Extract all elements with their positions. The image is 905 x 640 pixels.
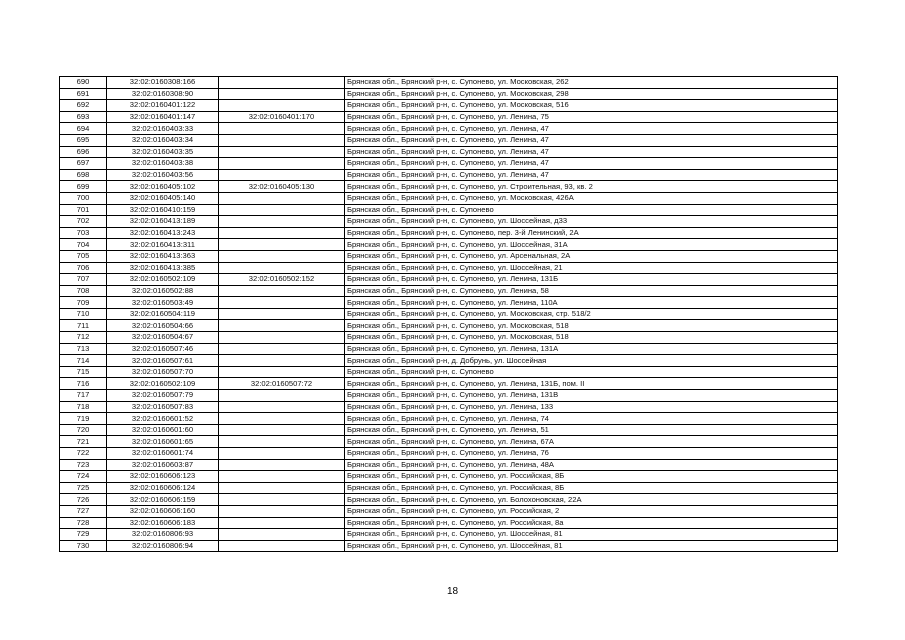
row-number-cell: 715 [60,366,107,378]
table-row [60,378,838,390]
table-row [60,332,838,344]
table-row [60,424,838,436]
cadastral-number-cell: 32:02:0160413:363 [107,250,219,262]
table-row [60,366,838,378]
address-cell: Брянская обл., Брянский р-н, с. Супонево, ул. Московская, 262 [345,77,838,89]
address-cell: Брянская обл., Брянский р-н, с. Супонево, ул. Ленина, 110А [345,297,838,309]
cadastral-number-cell: 32:02:0160806:93 [107,529,219,541]
cadastral-number-cell: 32:02:0160606:160 [107,505,219,517]
cadastral-number-cell: 32:02:0160606:123 [107,471,219,483]
related-cadastral-number-cell [219,401,345,413]
row-number-cell: 707 [60,274,107,286]
table-row [60,169,838,181]
cadastral-number-cell: 32:02:0160502:109 [107,378,219,390]
row-number-cell: 730 [60,540,107,552]
row-number-cell: 706 [60,262,107,274]
related-cadastral-number-cell [219,540,345,552]
row-number-cell: 719 [60,413,107,425]
table-row [60,274,838,286]
row-number-cell: 710 [60,308,107,320]
address-cell: Брянская обл., Брянский р-н, с. Супонево, ул. Российская, 8Б [345,482,838,494]
address-cell: Брянская обл., Брянский р-н, с. Супонево, ул. Ленина, 47 [345,146,838,158]
address-cell: Брянская обл., Брянский р-н, с. Супонево, ул. Шоссейная, 31А [345,239,838,251]
cadastral-table [59,76,838,552]
table-row [60,413,838,425]
cadastral-number-cell: 32:02:0160413:243 [107,227,219,239]
address-cell: Брянская обл., Брянский р-н, с. Супонево, ул. Московская, 518 [345,320,838,332]
cadastral-number-cell: 32:02:0160806:94 [107,540,219,552]
related-cadastral-number-cell [219,192,345,204]
cadastral-number-cell: 32:02:0160507:46 [107,343,219,355]
related-cadastral-number-cell [219,482,345,494]
address-cell: Брянская обл., Брянский р-н, с. Супонево [345,366,838,378]
cadastral-number-cell: 32:02:0160507:79 [107,390,219,402]
address-cell: Брянская обл., Брянский р-н, с. Супонево, ул. Ленина, 67А [345,436,838,448]
table-row [60,250,838,262]
table-row [60,100,838,112]
row-number-cell: 720 [60,424,107,436]
row-number-cell: 700 [60,192,107,204]
related-cadastral-number-cell [219,169,345,181]
table-row [60,158,838,170]
row-number-cell: 699 [60,181,107,193]
cadastral-number-cell: 32:02:0160308:90 [107,88,219,100]
table-row [60,88,838,100]
related-cadastral-number-cell [219,517,345,529]
related-cadastral-number-cell [219,320,345,332]
address-cell: Брянская обл., Брянский р-н, с. Супонево, ул. Московская, 518 [345,332,838,344]
address-cell: Брянская обл., Брянский р-н, с. Супонево, ул. Ленина, 48А [345,459,838,471]
related-cadastral-number-cell [219,494,345,506]
cadastral-number-cell: 32:02:0160405:140 [107,192,219,204]
row-number-cell: 726 [60,494,107,506]
address-cell: Брянская обл., Брянский р-н, с. Супонево, ул. Ленина, 131Б, пом. II [345,378,838,390]
address-cell: Брянская обл., Брянский р-н, с. Супонево, ул. Российская, 8а [345,517,838,529]
related-cadastral-number-cell: 32:02:0160502:152 [219,274,345,286]
table-row [60,216,838,228]
table-row [60,308,838,320]
address-cell: Брянская обл., Брянский р-н, с. Супонево, ул. Московская, 298 [345,88,838,100]
row-number-cell: 714 [60,355,107,367]
address-cell: Брянская обл., Брянский р-н, с. Супонево, ул. Шоссейная, 81 [345,540,838,552]
related-cadastral-number-cell [219,390,345,402]
address-cell: Брянская обл., Брянский р-н, с. Супонево, ул. Московская, 516 [345,100,838,112]
table-row [60,505,838,517]
cadastral-number-cell: 32:02:0160504:119 [107,308,219,320]
table-row [60,77,838,89]
related-cadastral-number-cell [219,204,345,216]
row-number-cell: 721 [60,436,107,448]
row-number-cell: 705 [60,250,107,262]
table-row [60,459,838,471]
address-cell: Брянская обл., Брянский р-н, с. Супонево, ул. Российская, 8Б [345,471,838,483]
cadastral-number-cell: 32:02:0160502:109 [107,274,219,286]
cadastral-number-cell: 32:02:0160401:122 [107,100,219,112]
related-cadastral-number-cell [219,239,345,251]
related-cadastral-number-cell [219,285,345,297]
related-cadastral-number-cell [219,216,345,228]
table-row [60,297,838,309]
cadastral-number-cell: 32:02:0160601:52 [107,413,219,425]
related-cadastral-number-cell [219,100,345,112]
related-cadastral-number-cell [219,146,345,158]
address-cell: Брянская обл., Брянский р-н, с. Супонево, ул. Московская, 426А [345,192,838,204]
row-number-cell: 712 [60,332,107,344]
table-row [60,146,838,158]
row-number-cell: 725 [60,482,107,494]
cadastral-number-cell: 32:02:0160502:88 [107,285,219,297]
cadastral-number-cell: 32:02:0160413:189 [107,216,219,228]
related-cadastral-number-cell [219,343,345,355]
related-cadastral-number-cell [219,448,345,460]
related-cadastral-number-cell: 32:02:0160405:130 [219,181,345,193]
table-row [60,192,838,204]
row-number-cell: 711 [60,320,107,332]
related-cadastral-number-cell [219,366,345,378]
address-cell: Брянская обл., Брянский р-н, с. Супонево, ул. Ленина, 47 [345,123,838,135]
row-number-cell: 722 [60,448,107,460]
row-number-cell: 727 [60,505,107,517]
cadastral-number-cell: 32:02:0160403:38 [107,158,219,170]
address-cell: Брянская обл., Брянский р-н, с. Супонево, ул. Строительная, 93, кв. 2 [345,181,838,193]
related-cadastral-number-cell [219,250,345,262]
related-cadastral-number-cell: 32:02:0160507:72 [219,378,345,390]
cadastral-number-cell: 32:02:0160507:61 [107,355,219,367]
table-row [60,123,838,135]
table-row [60,448,838,460]
related-cadastral-number-cell: 32:02:0160401:170 [219,111,345,123]
table-row [60,390,838,402]
row-number-cell: 704 [60,239,107,251]
table-row [60,401,838,413]
address-cell: Брянская обл., Брянский р-н, с. Супонево, ул. Ленина, 74 [345,413,838,425]
row-number-cell: 709 [60,297,107,309]
related-cadastral-number-cell [219,308,345,320]
table-row [60,494,838,506]
row-number-cell: 697 [60,158,107,170]
row-number-cell: 718 [60,401,107,413]
row-number-cell: 692 [60,100,107,112]
cadastral-number-cell: 32:02:0160403:35 [107,146,219,158]
cadastral-number-cell: 32:02:0160601:74 [107,448,219,460]
related-cadastral-number-cell [219,332,345,344]
row-number-cell: 694 [60,123,107,135]
address-cell: Брянская обл., Брянский р-н, с. Супонево, ул. Шоссейная, 81 [345,529,838,541]
address-cell: Брянская обл., Брянский р-н, с. Супонево, ул. Болохоновская, 22А [345,494,838,506]
related-cadastral-number-cell [219,134,345,146]
cadastral-number-cell: 32:02:0160507:83 [107,401,219,413]
table-row [60,134,838,146]
cadastral-number-cell: 32:02:0160413:385 [107,262,219,274]
cadastral-number-cell: 32:02:0160603:87 [107,459,219,471]
table-body [60,77,838,552]
address-cell: Брянская обл., Брянский р-н, с. Супонево, ул. Ленина, 131В [345,390,838,402]
address-cell: Брянская обл., Брянский р-н, с. Супонево, ул. Московская, стр. 518/2 [345,308,838,320]
cadastral-number-cell: 32:02:0160413:311 [107,239,219,251]
table-row [60,111,838,123]
cadastral-number-cell: 32:02:0160606:183 [107,517,219,529]
row-number-cell: 713 [60,343,107,355]
table-row [60,436,838,448]
related-cadastral-number-cell [219,459,345,471]
table-row [60,181,838,193]
address-cell: Брянская обл., Брянский р-н, с. Супонево, ул. Ленина, 75 [345,111,838,123]
cadastral-number-cell: 32:02:0160507:70 [107,366,219,378]
table-row [60,471,838,483]
row-number-cell: 695 [60,134,107,146]
related-cadastral-number-cell [219,262,345,274]
table-row [60,320,838,332]
row-number-cell: 724 [60,471,107,483]
related-cadastral-number-cell [219,158,345,170]
table-row [60,482,838,494]
address-cell: Брянская обл., Брянский р-н, с. Супонево, ул. Ленина, 133 [345,401,838,413]
address-cell: Брянская обл., Брянский р-н, с. Супонево, пер. 3-й Ленинский, 2А [345,227,838,239]
table-row [60,343,838,355]
address-cell: Брянская обл., Брянский р-н, с. Супонево, ул. Ленина, 58 [345,285,838,297]
address-cell: Брянская обл., Брянский р-н, с. Супонево, ул. Шоссейная, 21 [345,262,838,274]
address-cell: Брянская обл., Брянский р-н, с. Супонево, ул. Ленина, 47 [345,169,838,181]
address-cell: Брянская обл., Брянский р-н, с. Супонево [345,204,838,216]
cadastral-number-cell: 32:02:0160405:102 [107,181,219,193]
row-number-cell: 729 [60,529,107,541]
row-number-cell: 728 [60,517,107,529]
cadastral-number-cell: 32:02:0160308:166 [107,77,219,89]
table-row [60,239,838,251]
related-cadastral-number-cell [219,471,345,483]
table-row [60,204,838,216]
address-cell: Брянская обл., Брянский р-н, с. Супонево, ул. Ленина, 47 [345,134,838,146]
address-cell: Брянская обл., Брянский р-н, д. Добрунь, ул. Шоссейная [345,355,838,367]
related-cadastral-number-cell [219,436,345,448]
table-row [60,517,838,529]
row-number-cell: 701 [60,204,107,216]
row-number-cell: 696 [60,146,107,158]
related-cadastral-number-cell [219,88,345,100]
table-row [60,227,838,239]
row-number-cell: 716 [60,378,107,390]
related-cadastral-number-cell [219,297,345,309]
related-cadastral-number-cell [219,529,345,541]
address-cell: Брянская обл., Брянский р-н, с. Супонево, ул. Ленина, 47 [345,158,838,170]
cadastral-number-cell: 32:02:0160504:67 [107,332,219,344]
cadastral-number-cell: 32:02:0160403:56 [107,169,219,181]
related-cadastral-number-cell [219,227,345,239]
page-number: 18 [446,586,459,597]
cadastral-number-cell: 32:02:0160606:159 [107,494,219,506]
cadastral-number-cell: 32:02:0160403:34 [107,134,219,146]
related-cadastral-number-cell [219,424,345,436]
row-number-cell: 691 [60,88,107,100]
row-number-cell: 693 [60,111,107,123]
table-row [60,540,838,552]
cadastral-number-cell: 32:02:0160601:65 [107,436,219,448]
related-cadastral-number-cell [219,505,345,517]
cadastral-number-cell: 32:02:0160403:33 [107,123,219,135]
row-number-cell: 690 [60,77,107,89]
cadastral-number-cell: 32:02:0160601:60 [107,424,219,436]
cadastral-number-cell: 32:02:0160401:147 [107,111,219,123]
address-cell: Брянская обл., Брянский р-н, с. Супонево, ул. Ленина, 51 [345,424,838,436]
row-number-cell: 717 [60,390,107,402]
row-number-cell: 708 [60,285,107,297]
related-cadastral-number-cell [219,123,345,135]
row-number-cell: 702 [60,216,107,228]
cadastral-number-cell: 32:02:0160503:49 [107,297,219,309]
cadastral-number-cell: 32:02:0160410:159 [107,204,219,216]
address-cell: Брянская обл., Брянский р-н, с. Супонево, ул. Ленина, 131А [345,343,838,355]
table-row [60,262,838,274]
table-row [60,355,838,367]
related-cadastral-number-cell [219,355,345,367]
cadastral-number-cell: 32:02:0160606:124 [107,482,219,494]
address-cell: Брянская обл., Брянский р-н, с. Супонево, ул. Шоссейная, д33 [345,216,838,228]
address-cell: Брянская обл., Брянский р-н, с. Супонево, ул. Ленина, 131Б [345,274,838,286]
related-cadastral-number-cell [219,413,345,425]
table-row [60,285,838,297]
address-cell: Брянская обл., Брянский р-н, с. Супонево, ул. Российская, 2 [345,505,838,517]
cadastral-number-cell: 32:02:0160504:66 [107,320,219,332]
row-number-cell: 703 [60,227,107,239]
row-number-cell: 698 [60,169,107,181]
table-row [60,529,838,541]
row-number-cell: 723 [60,459,107,471]
address-cell: Брянская обл., Брянский р-н, с. Супонево, ул. Арсенальная, 2А [345,250,838,262]
related-cadastral-number-cell [219,77,345,89]
address-cell: Брянская обл., Брянский р-н, с. Супонево, ул. Ленина, 76 [345,448,838,460]
